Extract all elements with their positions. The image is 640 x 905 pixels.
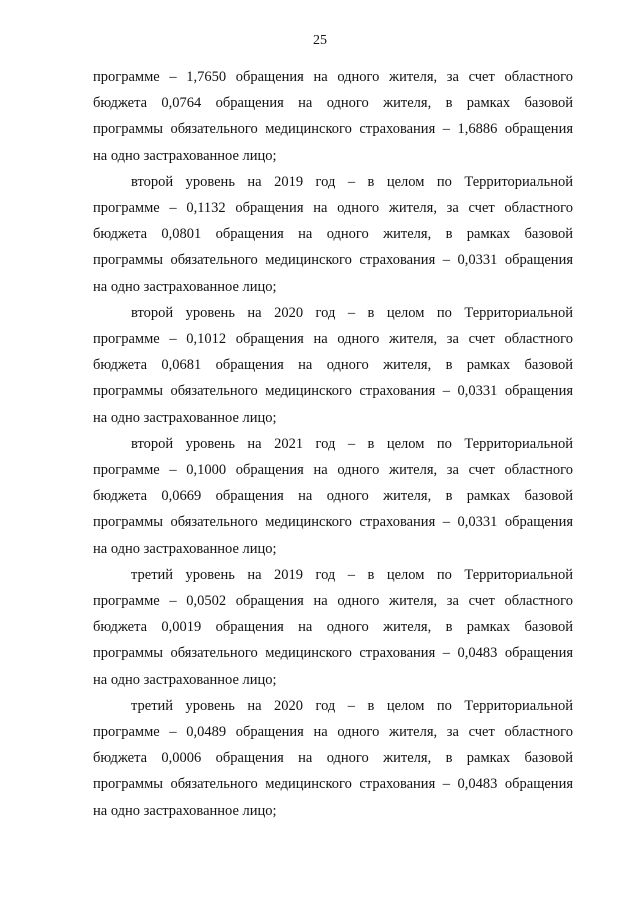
paragraph-line: программе – 0,1012 обращения на одного жителя, за счет областного [93, 331, 573, 348]
paragraph-line: программы обязательного медицинского страхования – 0,0483 обращения [93, 645, 573, 662]
document-body [93, 64, 573, 824]
page-number: 25 [313, 33, 327, 48]
paragraph-line: на одно застрахованное лицо; [93, 409, 277, 426]
paragraph [93, 169, 573, 300]
paragraph-line: второй уровень на 2020 год – в целом по Территориальной [131, 304, 573, 321]
paragraph-line: программе – 0,0502 обращения на одного жителя, за счет областного [93, 593, 573, 610]
paragraph [93, 431, 573, 562]
paragraph-line: программы обязательного медицинского страхования – 0,0331 обращения [93, 252, 573, 269]
paragraph-line: на одно застрахованное лицо; [93, 671, 277, 688]
paragraph-line: бюджета 0,0681 обращения на одного жителя, в рамках базовой [93, 357, 573, 374]
paragraph-line: программы обязательного медицинского страхования – 0,0483 обращения [93, 776, 573, 793]
paragraph-line: бюджета 0,0006 обращения на одного жителя, в рамках базовой [93, 750, 573, 767]
paragraph-line: программе – 0,0489 обращения на одного жителя, за счет областного [93, 724, 573, 741]
paragraph-line: третий уровень на 2019 год – в целом по Территориальной [131, 566, 573, 583]
paragraph-line: на одно застрахованное лицо; [93, 802, 277, 819]
paragraph-line: на одно застрахованное лицо; [93, 147, 277, 164]
paragraph [93, 300, 573, 431]
paragraph [93, 562, 573, 693]
paragraph-line: бюджета 0,0019 обращения на одного жителя, в рамках базовой [93, 619, 573, 636]
paragraph-line: программе – 0,1132 обращения на одного жителя, за счет областного [93, 200, 573, 217]
paragraph-line: второй уровень на 2021 год – в целом по Территориальной [131, 435, 573, 452]
paragraph [93, 693, 573, 824]
paragraph-line: бюджета 0,0801 обращения на одного жителя, в рамках базовой [93, 226, 573, 243]
paragraph-line: третий уровень на 2020 год – в целом по Территориальной [131, 697, 573, 714]
paragraph-line: бюджета 0,0669 обращения на одного жителя, в рамках базовой [93, 488, 573, 505]
paragraph-line: программе – 0,1000 обращения на одного жителя, за счет областного [93, 462, 573, 479]
paragraph-line: бюджета 0,0764 обращения на одного жителя, в рамках базовой [93, 95, 573, 112]
paragraph-line: на одно застрахованное лицо; [93, 540, 277, 557]
paragraph-line: программе – 1,7650 обращения на одного жителя, за счет областного [93, 69, 573, 85]
paragraph-line: программы обязательного медицинского страхования – 1,6886 обращения [93, 121, 573, 138]
paragraph-line: программы обязательного медицинского страхования – 0,0331 обращения [93, 383, 573, 400]
paragraph-line: на одно застрахованное лицо; [93, 278, 277, 295]
paragraph-line: второй уровень на 2019 год – в целом по Территориальной [131, 173, 573, 190]
paragraph [93, 64, 573, 169]
paragraph-line: программы обязательного медицинского страхования – 0,0331 обращения [93, 514, 573, 531]
